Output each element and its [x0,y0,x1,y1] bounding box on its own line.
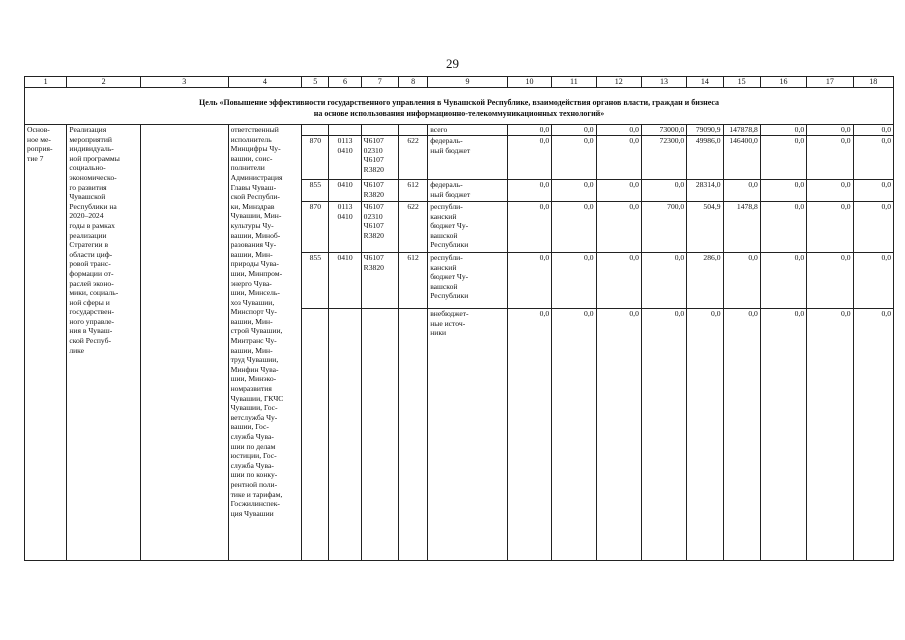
value-cell: 0,0 [552,136,596,180]
grbs-cell: 870 [302,202,329,253]
goal-cell [25,88,894,125]
vr-cell [398,125,427,136]
value-cell: 0,0 [552,180,596,202]
column-number: 12 [596,77,641,88]
rz-cell: 0113 0410 [329,136,361,180]
value-cell: 0,0 [723,180,760,202]
column-number: 17 [807,77,853,88]
column-number: 15 [723,77,760,88]
value-cell: 0,0 [507,253,551,309]
rz-cell: 0113 0410 [329,202,361,253]
value-cell: 0,0 [596,253,641,309]
value-cell: 0,0 [807,309,853,561]
csr-cell: Ч6107 02310 Ч6107 R3820 [361,136,398,180]
grbs-cell [302,125,329,136]
value-cell: 0,0 [552,309,596,561]
column-number: 1 [25,77,67,88]
value-cell: 0,0 [507,180,551,202]
value-cell: 0,0 [596,180,641,202]
rz-cell: 0410 [329,253,361,309]
column-number: 16 [760,77,806,88]
goal-line-1: Цель «Повышение эффективности государственного управления в Чувашской Республике, взаимодействия органов власти, граждан и бизнеса [198,98,720,107]
source-cell: республи- канский бюджет Чу- вашской Республики [428,202,508,253]
value-cell: 0,0 [760,125,806,136]
column-number: 5 [302,77,329,88]
value-cell: 0,0 [507,309,551,561]
value-cell: 1478,8 [723,202,760,253]
goal-row [25,88,894,125]
column-number: 2 [67,77,141,88]
csr-cell [361,125,398,136]
csr-cell: Ч6107 02310 Ч6107 R3820 [361,202,398,253]
value-cell: 0,0 [507,136,551,180]
rz-cell: 0410 [329,180,361,202]
column-number: 9 [428,77,508,88]
grbs-cell: 870 [302,136,329,180]
value-cell: 0,0 [760,253,806,309]
table-row [25,125,894,136]
empty-cell [140,125,228,561]
column-number: 13 [641,77,686,88]
value-cell: 0,0 [853,253,893,309]
vr-cell: 612 [398,253,427,309]
column-number: 4 [228,77,302,88]
value-cell: 0,0 [641,309,686,561]
value-cell: 0,0 [687,309,723,561]
value-cell: 0,0 [552,125,596,136]
source-cell: всего [428,125,508,136]
executors-cell: ответственный исполнитель Минцифры Чу- вашии, соис- полнители Администрация Главы Чуваш- ской Республи- ки, Минздрав Чувашии, Мин- культуры Чу- вашии, Миноб- разования Чу- вашии, Мин- природы Чува- шии, Минпром- энерго Чува- шии, Минсель- хоз Чувашии, Минспорт Чу- вашии, Мин- строй Чувашии, Минтранс Чу- вашии, Мин- труд Чувашии, Минфин Чува- шии, Минэко- номразвития Чувашии, ГКЧС Чувашии, Гос- ветслужба Чу- вашии, Гос- служба Чува- шии по делам юстиции, Гос- служба Чува- шии по конку- рентной поли- тике и тарифам, Госжилинспек- ция Чувашии [228,125,302,561]
column-number: 14 [687,77,723,88]
value-cell: 0,0 [596,125,641,136]
source-cell: республи- канский бюджет Чу- вашской Республики [428,253,508,309]
value-cell: 0,0 [760,136,806,180]
value-cell: 0,0 [853,202,893,253]
value-cell: 0,0 [853,136,893,180]
value-cell: 0,0 [853,125,893,136]
value-cell: 0,0 [507,125,551,136]
value-cell: 0,0 [760,180,806,202]
value-cell: 49986,0 [687,136,723,180]
value-cell: 0,0 [641,180,686,202]
goal-line-2: на основе использования информационно-телекоммуникационных технологий» [313,109,605,118]
value-cell: 73000,0 [641,125,686,136]
grbs-cell: 855 [302,253,329,309]
value-cell: 0,0 [853,180,893,202]
rz-cell [329,125,361,136]
value-cell: 0,0 [507,202,551,253]
value-cell: 0,0 [760,202,806,253]
column-number: 3 [140,77,228,88]
value-cell: 0,0 [807,202,853,253]
vr-cell: 622 [398,136,427,180]
value-cell: 286,0 [687,253,723,309]
value-cell: 0,0 [807,180,853,202]
value-cell: 0,0 [596,202,641,253]
grbs-cell [302,309,329,561]
source-cell: федераль- ный бюджет [428,180,508,202]
value-cell: 146400,0 [723,136,760,180]
value-cell: 0,0 [641,253,686,309]
column-number-row [25,77,894,88]
csr-cell [361,309,398,561]
vr-cell: 622 [398,202,427,253]
column-number: 18 [853,77,893,88]
value-cell: 28314,0 [687,180,723,202]
value-cell: 0,0 [596,309,641,561]
vr-cell [398,309,427,561]
name-cell: Реализация мероприятий индивидуаль- ной программы социально- экономическо- го развития Чувашской Республики на 2020–2024 годы в рамках реализации Стратегии в области циф- ровой транс- формации от- раслей эконо- мики, социаль- ной сферы и государствен- ного управле- ния в Чуваш- ской Респуб- лике [67,125,141,561]
value-cell: 0,0 [552,202,596,253]
column-number: 10 [507,77,551,88]
value-cell: 0,0 [807,136,853,180]
value-cell: 147878,8 [723,125,760,136]
value-cell: 0,0 [723,309,760,561]
column-number: 6 [329,77,361,88]
grbs-cell: 855 [302,180,329,202]
value-cell: 72300,0 [641,136,686,180]
column-number: 8 [398,77,427,88]
vr-cell: 612 [398,180,427,202]
source-cell: федераль- ный бюджет [428,136,508,180]
value-cell: 0,0 [552,253,596,309]
value-cell: 0,0 [807,125,853,136]
csr-cell: Ч6107 R3820 [361,253,398,309]
page-number: 29 [446,56,459,71]
value-cell: 504,9 [687,202,723,253]
value-cell: 79090,9 [687,125,723,136]
value-cell: 0,0 [853,309,893,561]
column-number: 11 [552,77,596,88]
value-cell: 0,0 [596,136,641,180]
budget-table [24,76,894,561]
value-cell: 0,0 [807,253,853,309]
csr-cell: Ч6107 R3820 [361,180,398,202]
source-cell: внебюджет- ные источ- ники [428,309,508,561]
rz-cell [329,309,361,561]
column-number: 7 [361,77,398,88]
value-cell: 700,0 [641,202,686,253]
value-cell: 0,0 [723,253,760,309]
status-cell: Основ- ное ме- роприя- тие 7 [25,125,67,561]
value-cell: 0,0 [760,309,806,561]
